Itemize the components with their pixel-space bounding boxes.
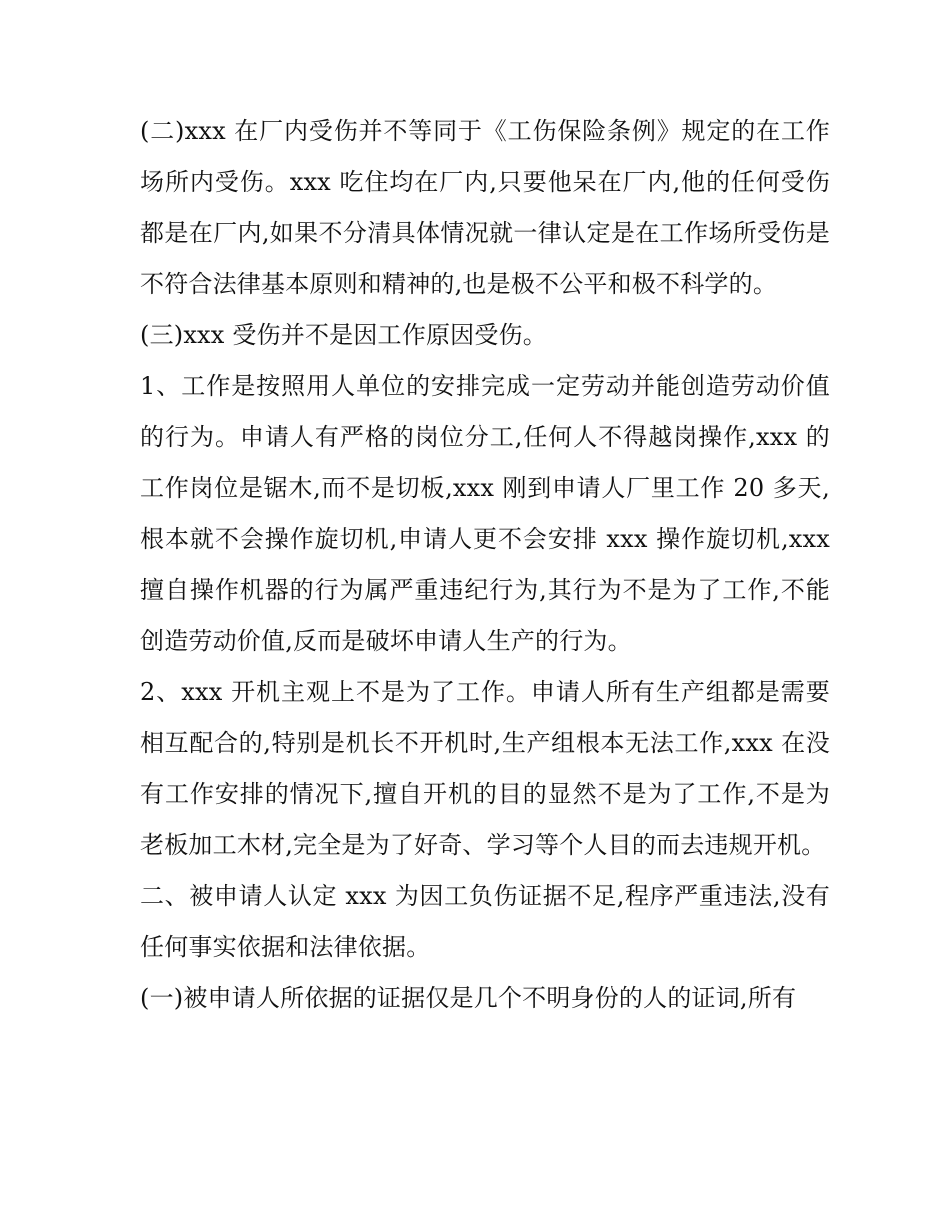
paragraph-workplace-injury: (二)xxx 在厂内受伤并不等同于《工伤保险条例》规定的在工作场所内受伤。xxx 吃住均在厂内,只要他呆在厂内,他的任何受伤都是在厂内,如果不分清具体情况就一律认定是在工作场所受伤是不符合法律基本原则和精神的,也是极不公平和极不科学的。 (140, 117, 830, 298)
paragraph-point-1: 1、工作是按照用人单位的安排完成一定劳动并能创造劳动价值的行为。申请人有严格的岗位分工,任何人不得越岗操作,xxx 的工作岗位是锯木,而不是切板,xxx 刚到申请人厂里工作 20 多天,根本就不会操作旋切机,申请人更不会安排 xxx 操作旋切机,xxx 擅自操作机器的行为属严重违纪行为,其行为不是为了工作,不能创造劳动价值,反而是破坏申请人生产的行为。 (140, 372, 830, 655)
paragraph-evidence: (一)被申请人所依据的证据仅是几个不明身份的人的证词,所有 (140, 984, 797, 1012)
paragraph-section-two: 二、被申请人认定 xxx 为因工负伤证据不足,程序严重违法,没有任何事实依据和法律依据。 (140, 882, 830, 961)
paragraph-point-2: 2、xxx 开机主观上不是为了工作。申请人所有生产组都是需要相互配合的,特别是机长不开机时,生产组根本无法工作,xxx 在没有工作安排的情况下,擅自开机的目的显然不是为了工作,不是为老板加工木材,完全是为了好奇、学习等个人目的而去违规开机。 (140, 678, 830, 859)
paragraph-injury-cause: (三)xxx 受伤并不是因工作原因受伤。 (140, 321, 547, 349)
document-body (140, 106, 830, 1024)
